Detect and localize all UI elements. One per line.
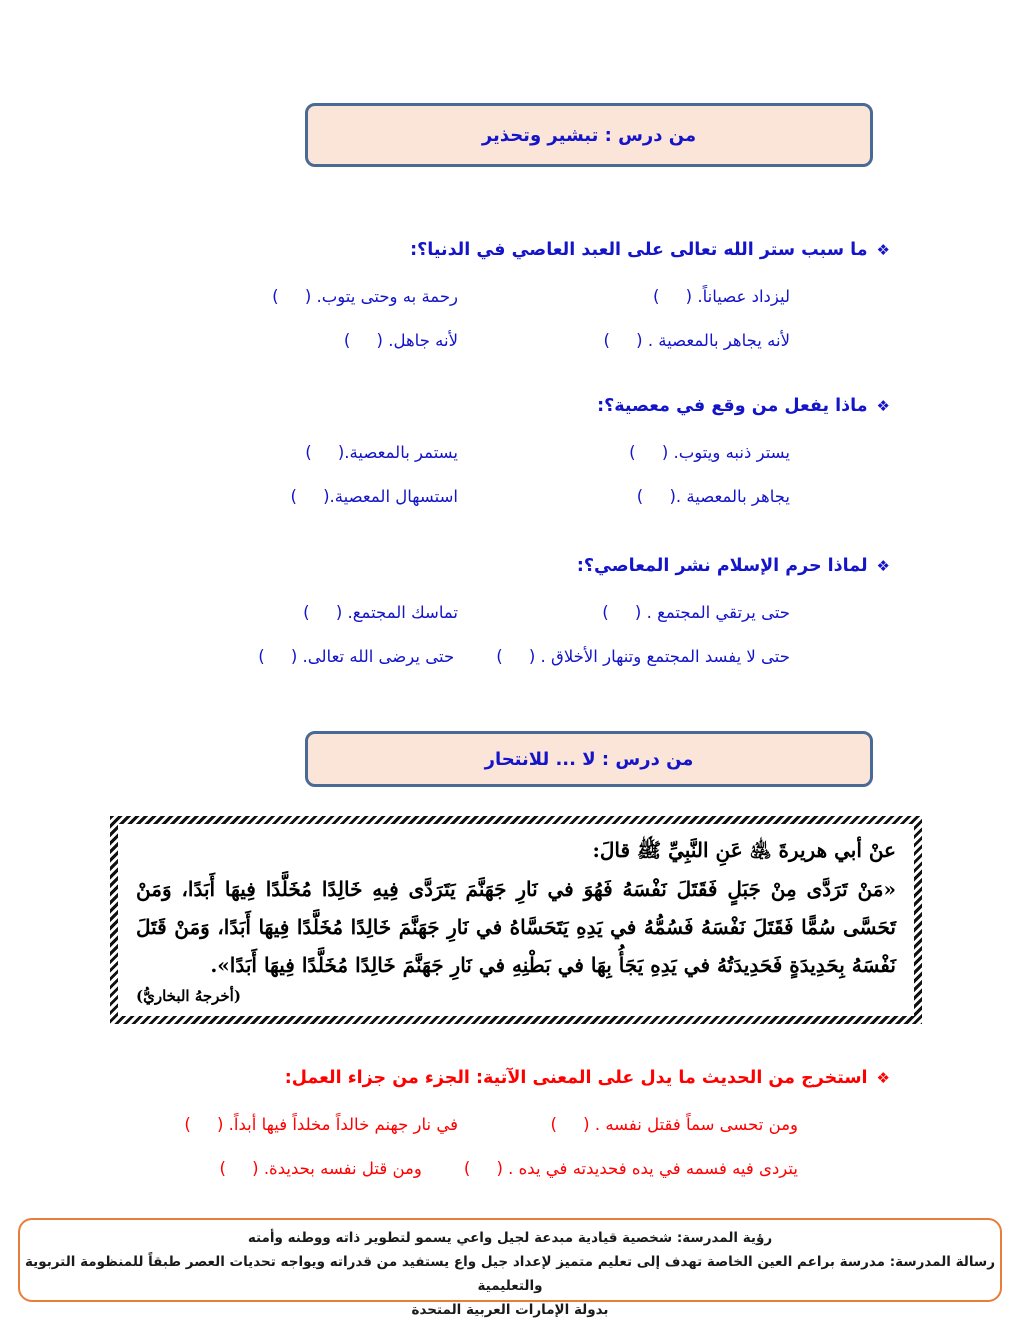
diamond-bullet-icon: ❖: [876, 1068, 890, 1087]
hadith-text: «مَنْ تَرَدَّى مِنْ جَبَلٍ فَقَتَلَ نَفْسَهُ فَهُوَ في نَارِ جَهَنَّمَ يَتَرَدَّى فِيهِ خَالِدًا مُخَلَّدًا فِيهَا أَبَدًا، وَمَنْ تَحَسَّى سُمًّا فَقَتَلَ نَفْسَهُ فَسُمُّهُ في يَدِهِ يَتَحَسَّاهُ في نَارِ جَهَنَّمَ خَالِدًا مُخَلَّدًا فِيهَا أَبَدًا، وَمَنْ قَتَلَ نَفْسَهُ بِحَدِيدَةٍ فَحَدِيدَتُهُ في يَدِهِ يَجَأُ بِهَا في بَطْنِهِ في نَارِ جَهَنَّمَ خَالِدًا مُخَلَّدًا فِيهَا أَبَدًا».: [136, 877, 896, 977]
question-2-heading: [110, 396, 890, 416]
option-cell: لأنه يجاهر بالمعصية . ( ): [603, 330, 790, 350]
option-cell: ومن تحسى سماً فقتل نفسه . ( ): [550, 1114, 798, 1134]
options-row: [110, 634, 890, 678]
option-cell: حتى يرضى الله تعالى. ( ): [258, 646, 455, 666]
options-row: [110, 430, 890, 474]
option-cell: استسهال المعصية.( ): [290, 486, 458, 506]
question-3-text: لماذا حرم الإسلام نشر المعاصي؟:: [576, 556, 868, 576]
hadith-narrator-line: عنْ أبي هريرةَ ﵁ عَنِ النَّبِيِّ ﷺ قالَ:: [592, 838, 896, 862]
options-row: [110, 318, 890, 362]
school-vision-mission-box: [18, 1218, 1002, 1318]
question-1-text: ما سبب ستر الله تعالى على العبد العاصي في الدنيا؟:: [410, 240, 868, 260]
hadith-box: [110, 816, 922, 1024]
diamond-bullet-icon: ❖: [876, 240, 890, 259]
school-vision-line: رؤية المدرسة: شخصية قيادية مبدعة لجيل واعي يسمو لتطوير ذاته ووطنه وأمته: [247, 1230, 773, 1246]
question-4-options: [110, 1102, 890, 1190]
options-row: [110, 1102, 890, 1146]
options-row: [110, 274, 890, 318]
option-cell: تماسك المجتمع. ( ): [303, 602, 458, 622]
options-row: [110, 1146, 890, 1190]
option-cell: يستمر بالمعصية.( ): [305, 442, 458, 462]
lesson-title-box-1: [305, 103, 873, 167]
question-4: [110, 1068, 890, 1190]
question-4-text: استخرج من الحديث ما يدل على المعنى الآتية: الجزء من جزاء العمل:: [284, 1068, 868, 1088]
option-cell: رحمة به وحتى يتوب. ( ): [272, 286, 458, 306]
option-cell: ليزداد عصياناً. ( ): [652, 286, 790, 306]
lesson-title-1: من درس : تبشير وتحذير: [481, 124, 697, 146]
option-cell: في نار جهنم خالداً مخلداً فيها أبداً. ( ): [184, 1114, 458, 1134]
question-3-options: [110, 590, 890, 678]
hadith-source: (أخرجهُ البخاريُّ): [136, 987, 241, 1005]
option-cell: يجاهر بالمعصية .( ): [636, 486, 790, 506]
diamond-bullet-icon: ❖: [876, 556, 890, 575]
option-cell: يتردى فيه فسمه في يده فحديدته في يده . ( ): [463, 1158, 798, 1178]
question-2-options: [110, 430, 890, 518]
option-cell: ومن قتل نفسه بحديدة. ( ): [219, 1158, 422, 1178]
question-1: [110, 240, 890, 362]
diamond-bullet-icon: ❖: [876, 396, 890, 415]
question-3: [110, 556, 890, 678]
option-cell: حتى لا يفسد المجتمع وتنهار الأخلاق . ( ): [496, 646, 790, 666]
school-mission-line-2: بدولة الإمارات العربية المتحدة: [411, 1302, 609, 1318]
question-4-heading: [110, 1068, 890, 1088]
options-row: [110, 474, 890, 518]
options-row: [110, 590, 890, 634]
question-1-options: [110, 274, 890, 362]
lesson-title-2: من درس : لا ... للانتحار: [484, 748, 694, 770]
question-1-heading: [110, 240, 890, 260]
question-3-heading: [110, 556, 890, 576]
question-2-text: ماذا يفعل من وقع في معصية؟:: [597, 396, 868, 416]
school-mission-line: رسالة المدرسة: مدرسة براعم العين الخاصة تهدف إلى تعليم متميز لإعداد جيل واع يستفيد من قدراته ويواجه تحديات العصر طبقاً للمنظومة التربوية والتعليمية: [25, 1254, 995, 1294]
option-cell: حتى يرتقي المجتمع . ( ): [602, 602, 790, 622]
lesson-title-box-2: [305, 731, 873, 787]
question-2: [110, 396, 890, 518]
option-cell: يستر ذنبه ويتوب. ( ): [629, 442, 790, 462]
option-cell: لأنه جاهل. ( ): [343, 330, 458, 350]
